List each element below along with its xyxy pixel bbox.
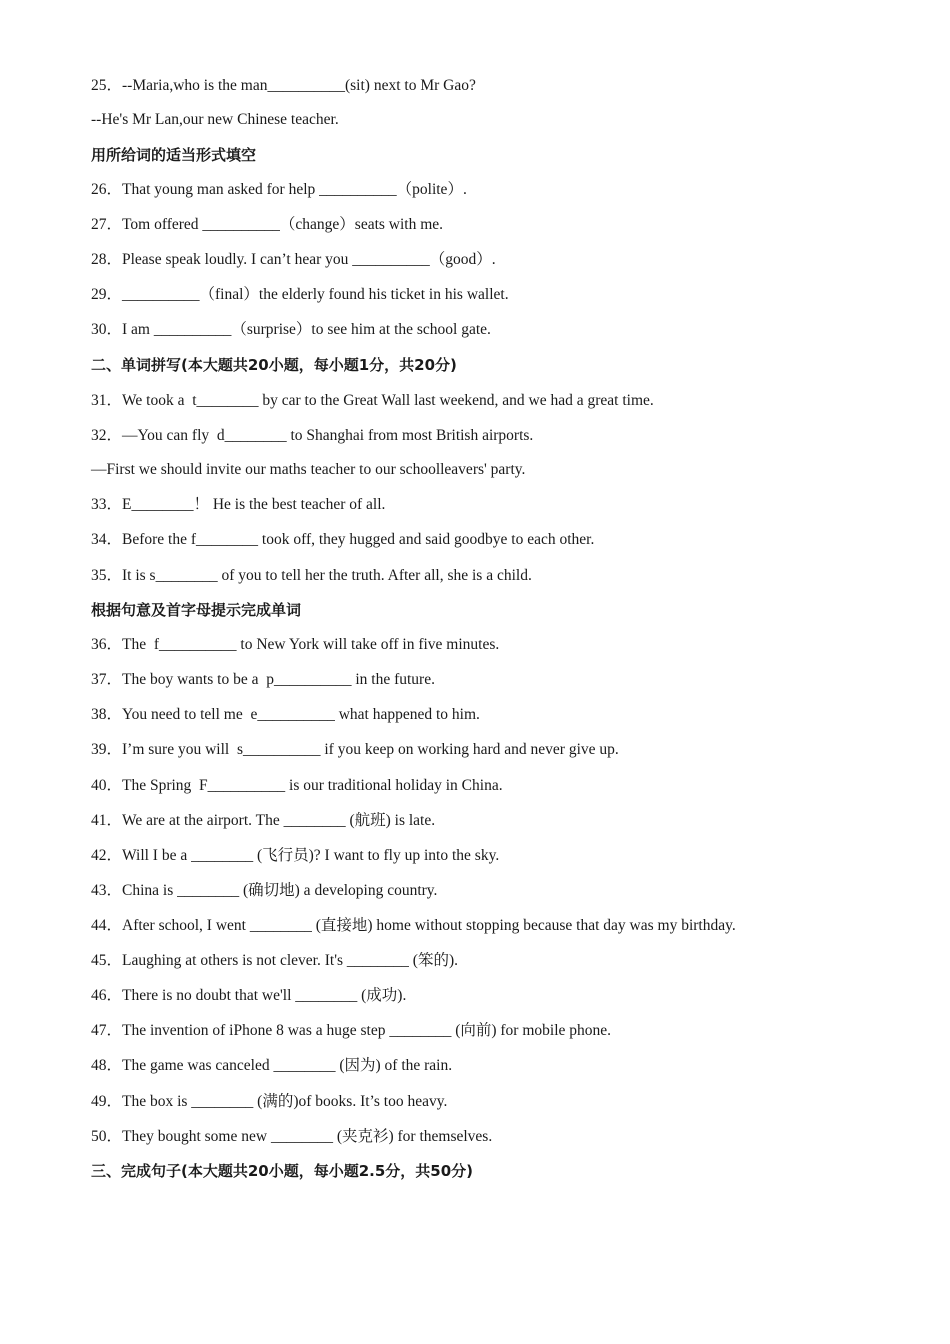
section-heading-complete-sentences: 三、完成句子(本大题共20小题，每小题2.5分，共50分) bbox=[91, 1162, 474, 1180]
question-43: 43．China is ________ (确切地) a developing country. bbox=[91, 882, 438, 899]
question-47: 47．The invention of iPhone 8 was a huge step ________ (向前) for mobile phone. bbox=[91, 1022, 612, 1039]
question-27: 27．Tom offered __________（change）seats with me. bbox=[91, 216, 444, 233]
question-41: 41．We are at the airport. The ________ (航班) is late. bbox=[91, 812, 436, 829]
question-40: 40．The Spring F__________ is our traditional holiday in China. bbox=[91, 777, 503, 794]
question-50: 50．They bought some new ________ (夹克衫) for themselves. bbox=[91, 1128, 493, 1145]
answer-line-32: —First we should invite our maths teacher to our schoolleavers' party. bbox=[91, 461, 526, 478]
section-heading-spelling: 二、单词拼写(本大题共20小题，每小题1分，共20分) bbox=[91, 356, 457, 374]
question-34: 34．Before the f________ took off, they hugged and said goodbye to each other. bbox=[91, 531, 595, 548]
question-35: 35．It is s________ of you to tell her the truth. After all, she is a child. bbox=[91, 567, 532, 584]
question-36: 36．The f__________ to New York will take off in five minutes. bbox=[91, 636, 500, 653]
question-49: 49．The box is ________ (满的)of books. It’s too heavy. bbox=[91, 1093, 448, 1110]
question-48: 48．The game was canceled ________ (因为) of the rain. bbox=[91, 1057, 453, 1074]
question-39: 39．I’m sure you will s__________ if you keep on working hard and never give up. bbox=[91, 741, 619, 758]
section-heading-first-letter: 根据句意及首字母提示完成单词 bbox=[91, 601, 302, 619]
question-45: 45．Laughing at others is not clever. It's ________ (笨的). bbox=[91, 952, 458, 969]
answer-line-25: --He's Mr Lan,our new Chinese teacher. bbox=[91, 111, 339, 128]
question-25: 25．--Maria,who is the man__________(sit) next to Mr Gao? bbox=[91, 77, 476, 94]
question-44: 44．After school, I went ________ (直接地) home without stopping because that day was my birthday. bbox=[91, 917, 736, 934]
question-46: 46．There is no doubt that we'll ________ (成功). bbox=[91, 987, 407, 1004]
question-26: 26．That young man asked for help __________（polite）. bbox=[91, 181, 467, 198]
question-42: 42．Will I be a ________ (飞行员)? I want to fly up into the sky. bbox=[91, 847, 500, 864]
question-33: 33．E________！ He is the best teacher of all. bbox=[91, 496, 386, 513]
question-28: 28．Please speak loudly. I can’t hear you __________（good）. bbox=[91, 251, 496, 268]
section-heading-word-forms: 用所给词的适当形式填空 bbox=[91, 146, 257, 164]
question-32: 32．—You can fly d________ to Shanghai from most British airports. bbox=[91, 427, 534, 444]
question-38: 38．You need to tell me e__________ what happened to him. bbox=[91, 706, 480, 723]
question-31: 31．We took a t________ by car to the Great Wall last weekend, and we had a great time. bbox=[91, 392, 654, 409]
question-37: 37．The boy wants to be a p__________ in the future. bbox=[91, 671, 435, 688]
question-30: 30．I am __________（surprise）to see him at the school gate. bbox=[91, 321, 491, 338]
question-29: 29．__________（final）the elderly found his ticket in his wallet. bbox=[91, 286, 509, 303]
